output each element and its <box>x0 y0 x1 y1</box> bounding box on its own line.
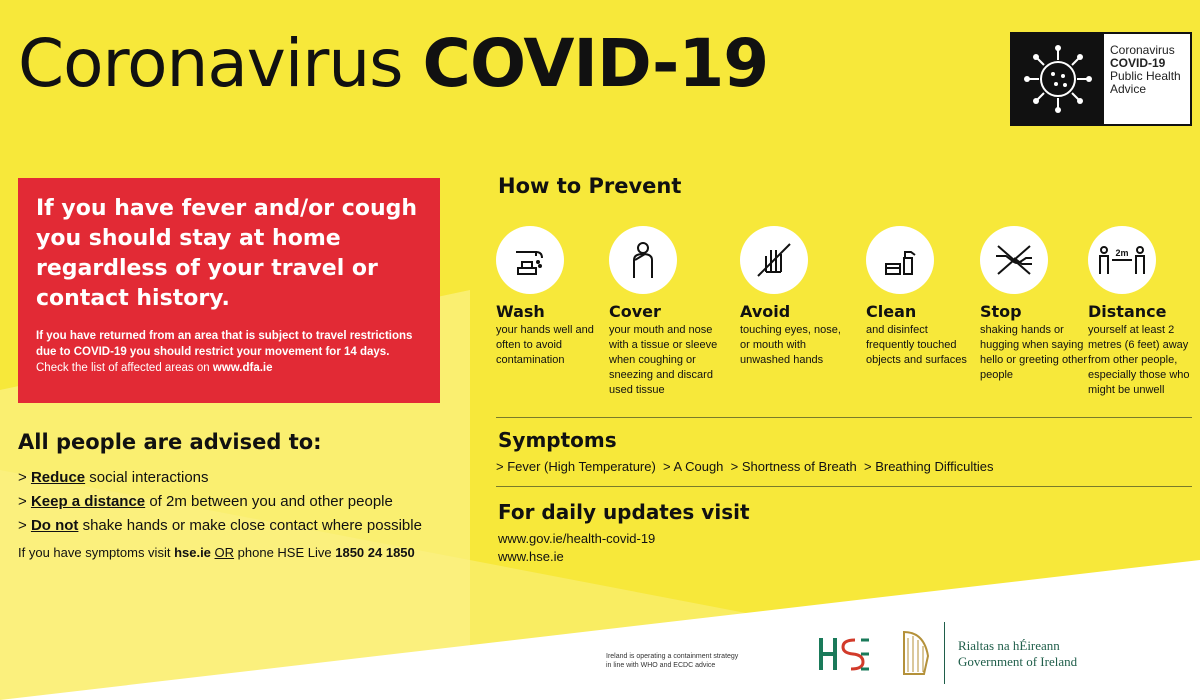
title-thin: Coronavirus <box>18 25 403 102</box>
list-item: > Keep a distance of 2m between you and other people <box>18 493 393 510</box>
distance-2m-text: 2m <box>1115 248 1129 258</box>
list-item: > Do not shake hands or make close contact where possible <box>18 517 422 534</box>
strategy-line: Ireland is operating a containment strategy <box>606 653 739 660</box>
hse-link[interactable]: hse.ie <box>174 545 211 560</box>
alert-detail-text: If you have returned from an area that is subject to travel restrictions due to COVID-19 you should restrict your movement for 14 days. <box>36 330 413 358</box>
spray-clean-icon <box>866 226 934 294</box>
list-item: > Reduce social interactions <box>18 469 209 486</box>
prevent-label: Stop <box>980 302 1022 321</box>
advice-bold: Reduce <box>30 469 86 486</box>
divider <box>496 486 1192 487</box>
prevent-item-clean <box>866 226 976 368</box>
prevent-label: Avoid <box>740 302 791 321</box>
prevent-desc: yourself at least 2 metres (6 feet) away from other people, especially those who might be unwell <box>1088 324 1190 396</box>
title-bold: COVID-19 <box>422 25 769 102</box>
advice-bold: Keep a distance <box>30 493 146 510</box>
strategy-line: in line with WHO and ECDC advice <box>606 662 716 669</box>
symptom-item: Shortness of Breath <box>741 459 857 474</box>
alert-headline: If you have fever and/or cough you should stay at home regardless of your travel or contact history. <box>36 196 418 311</box>
prevent-heading: How to Prevent <box>498 174 682 198</box>
hse-site-link[interactable]: www.hse.ie <box>498 549 564 564</box>
public-health-badge <box>1010 32 1192 126</box>
prevent-desc: your mouth and nose with a tissue or sleeve when coughing or sneezing and discard used tissue <box>609 324 718 396</box>
page-title <box>18 25 769 102</box>
advised-list <box>18 466 422 538</box>
phone-text: phone HSE Live <box>234 545 336 560</box>
prevent-desc: your hands well and often to avoid contamination <box>496 324 594 366</box>
virus-icon <box>1012 34 1104 124</box>
strategy-note <box>606 652 738 670</box>
symptoms-heading: Symptoms <box>498 428 617 452</box>
no-touch-icon <box>740 226 808 294</box>
prevent-label: Distance <box>1088 302 1167 321</box>
prevent-desc: and disinfect frequently touched objects and surfaces <box>866 324 967 366</box>
advised-heading: All people are advised to: <box>18 430 322 454</box>
alert-check-text: Check the list of affected areas on <box>36 362 213 374</box>
cough-cover-icon <box>609 226 677 294</box>
alert-box <box>18 178 440 403</box>
advice-text: shake hands or make close contact where possible <box>78 517 422 534</box>
symptoms-list: > Fever (High Temperature) > A Cough > Shortness of Breath > Breathing Difficulties <box>496 459 994 474</box>
prevent-desc: shaking hands or hugging when saying hello or greeting other people <box>980 324 1088 381</box>
prevent-item-distance <box>1088 226 1198 398</box>
badge-line: Advice <box>1110 82 1147 96</box>
dfa-link[interactable]: www.dfa.ie <box>212 362 273 374</box>
prevent-desc: touching eyes, nose, or mouth with unwashed hands <box>740 324 841 366</box>
phone-number: 1850 24 1850 <box>335 545 415 560</box>
badge-line: Public Health <box>1110 69 1181 83</box>
prevent-label: Cover <box>609 302 661 321</box>
symptom-item: A Cough <box>673 459 724 474</box>
or-text: OR <box>214 545 235 560</box>
harp-icon <box>896 628 934 678</box>
alert-detail <box>36 328 422 376</box>
updates-heading: For daily updates visit <box>498 500 750 524</box>
symptoms-contact <box>18 545 415 560</box>
no-handshake-icon <box>980 226 1048 294</box>
badge-text <box>1104 34 1181 124</box>
symptom-item: Fever (High Temperature) <box>507 459 656 474</box>
divider <box>496 417 1192 418</box>
symptoms-prefix: If you have symptoms visit <box>18 545 175 560</box>
hand-wash-icon <box>496 226 564 294</box>
distance-2m-icon <box>1088 226 1156 294</box>
prevent-label: Wash <box>496 302 545 321</box>
badge-line-bold: COVID-19 <box>1110 56 1166 70</box>
prevent-item-avoid <box>740 226 850 368</box>
government-logo-text <box>958 638 1077 670</box>
advice-text: social interactions <box>85 469 209 486</box>
prevent-item-cover <box>609 226 719 398</box>
updates-links <box>498 530 655 566</box>
gov-line: Government of Ireland <box>958 654 1078 669</box>
symptom-item: Breathing Difficulties <box>875 459 994 474</box>
advice-text: of 2m between you and other people <box>145 493 393 510</box>
gov-divider <box>944 622 945 684</box>
gov-line: Rialtas na hÉireann <box>958 638 1060 653</box>
prevent-item-stop <box>980 226 1090 383</box>
prevent-label: Clean <box>866 302 917 321</box>
advice-bold: Do not <box>30 517 79 534</box>
prevent-item-wash <box>496 226 606 368</box>
hse-logo <box>815 632 875 676</box>
badge-line: Coronavirus <box>1110 43 1175 57</box>
gov-health-link[interactable]: www.gov.ie/health-covid-19 <box>498 531 656 546</box>
